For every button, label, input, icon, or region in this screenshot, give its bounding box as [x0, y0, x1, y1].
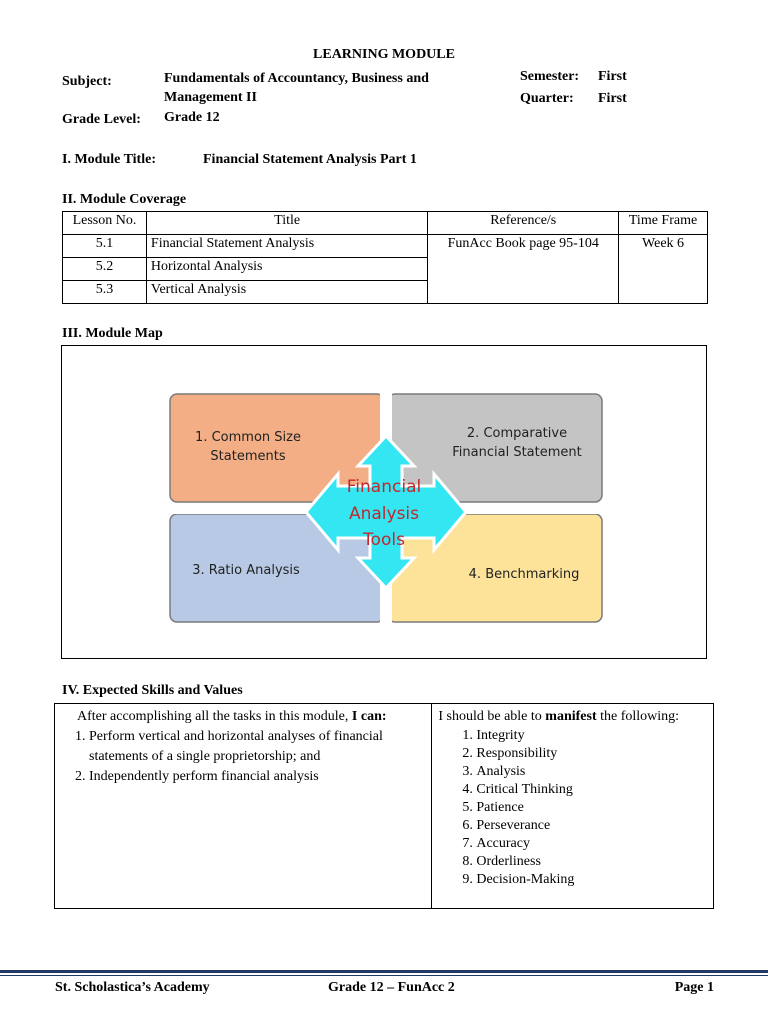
footer-school: St. Scholastica’s Academy — [55, 980, 210, 995]
skills-intro-bold: I can: — [351, 709, 387, 724]
subject-value-line2: Management II — [164, 90, 257, 105]
skills-heading: IV. Expected Skills and Values — [62, 683, 243, 698]
center-label-line2: Analysis — [348, 504, 420, 524]
footer-course: Grade 12 – FunAcc 2 — [328, 980, 455, 995]
column-header-lesson: Lesson No. — [63, 212, 147, 235]
quadrant-3-label: 3. Ratio Analysis — [192, 563, 300, 578]
list-item: 4. Critical Thinking — [476, 781, 707, 799]
footer-page-number: Page 1 — [674, 980, 714, 995]
skills-values-table — [54, 703, 714, 909]
quarter-label: Quarter: — [520, 91, 574, 106]
column-header-reference: Reference/s — [428, 212, 619, 235]
values-list — [438, 727, 707, 889]
quadrant-4-label: 4. Benchmarking — [468, 567, 580, 582]
table-header-row — [63, 212, 708, 235]
values-intro — [438, 707, 707, 727]
lesson-number: 5.1 — [63, 235, 147, 258]
reference-cell: FunAcc Book page 95-104 — [428, 235, 619, 304]
subject-value — [164, 69, 429, 107]
list-item: 1. Perform vertical and horizontal analyses of financial statements of a single proprietorship; and — [89, 727, 425, 767]
list-item: 2. Independently perform financial analysis — [89, 767, 425, 787]
lesson-title: Financial Statement Analysis — [146, 235, 427, 258]
subject-value-line1: Fundamentals of Accountancy, Business and — [164, 71, 429, 86]
table-row — [63, 235, 708, 258]
semester-label: Semester: — [520, 69, 580, 84]
grade-level-label: Grade Level: — [62, 112, 141, 127]
footer-divider-thin — [0, 975, 768, 976]
list-item: 8. Orderliness — [476, 853, 707, 871]
subject-label: Subject: — [62, 74, 112, 89]
list-item: 5. Patience — [476, 799, 707, 817]
module-map-heading: III. Module Map — [62, 326, 163, 341]
module-title-label: I. Module Title: — [62, 152, 156, 167]
center-label-line3: Tools — [363, 530, 405, 550]
list-item: 3. Analysis — [476, 763, 707, 781]
footer-divider-thick — [0, 970, 768, 973]
module-title-value: Financial Statement Analysis Part 1 — [203, 152, 417, 167]
quadrant-1-label-line2: Statements — [210, 449, 286, 464]
list-item: 2. Responsibility — [476, 745, 707, 763]
grade-level-value: Grade 12 — [164, 110, 220, 125]
lesson-title: Vertical Analysis — [146, 281, 427, 304]
quadrant-2-label-line1: 2. Comparative — [466, 426, 568, 441]
quadrant-2-label-line2: Financial Statement — [452, 445, 582, 460]
list-item: 6. Perseverance — [476, 817, 707, 835]
lesson-title: Horizontal Analysis — [146, 258, 427, 281]
values-intro-suffix: the following: — [596, 709, 680, 724]
module-map-box — [61, 345, 707, 659]
module-map-diagram — [62, 346, 708, 660]
skills-list — [61, 727, 425, 787]
quarter-value: First — [598, 91, 627, 106]
lesson-number: 5.3 — [63, 281, 147, 304]
skills-intro-text: After accomplishing all the tasks in this module, — [77, 709, 352, 724]
time-frame-cell: Week 6 — [619, 235, 708, 304]
values-cell — [432, 704, 714, 909]
values-intro-prefix: I should be able to — [438, 709, 546, 724]
module-coverage-table — [62, 211, 708, 304]
module-coverage-heading: II. Module Coverage — [62, 192, 187, 207]
skills-cell — [55, 704, 432, 909]
semester-value: First — [598, 69, 627, 84]
column-header-title: Title — [146, 212, 427, 235]
list-item: 1. Integrity — [476, 727, 707, 745]
column-header-time-frame: Time Frame — [619, 212, 708, 235]
values-intro-bold: manifest — [545, 709, 597, 724]
list-item: 9. Decision-Making — [476, 871, 707, 889]
list-item: 7. Accuracy — [476, 835, 707, 853]
lesson-number: 5.2 — [63, 258, 147, 281]
document-title: LEARNING MODULE — [313, 47, 455, 62]
skills-intro — [61, 707, 425, 727]
quadrant-1-label-line1: 1. Common Size — [195, 430, 301, 445]
center-label-line1: Financial — [346, 477, 422, 497]
